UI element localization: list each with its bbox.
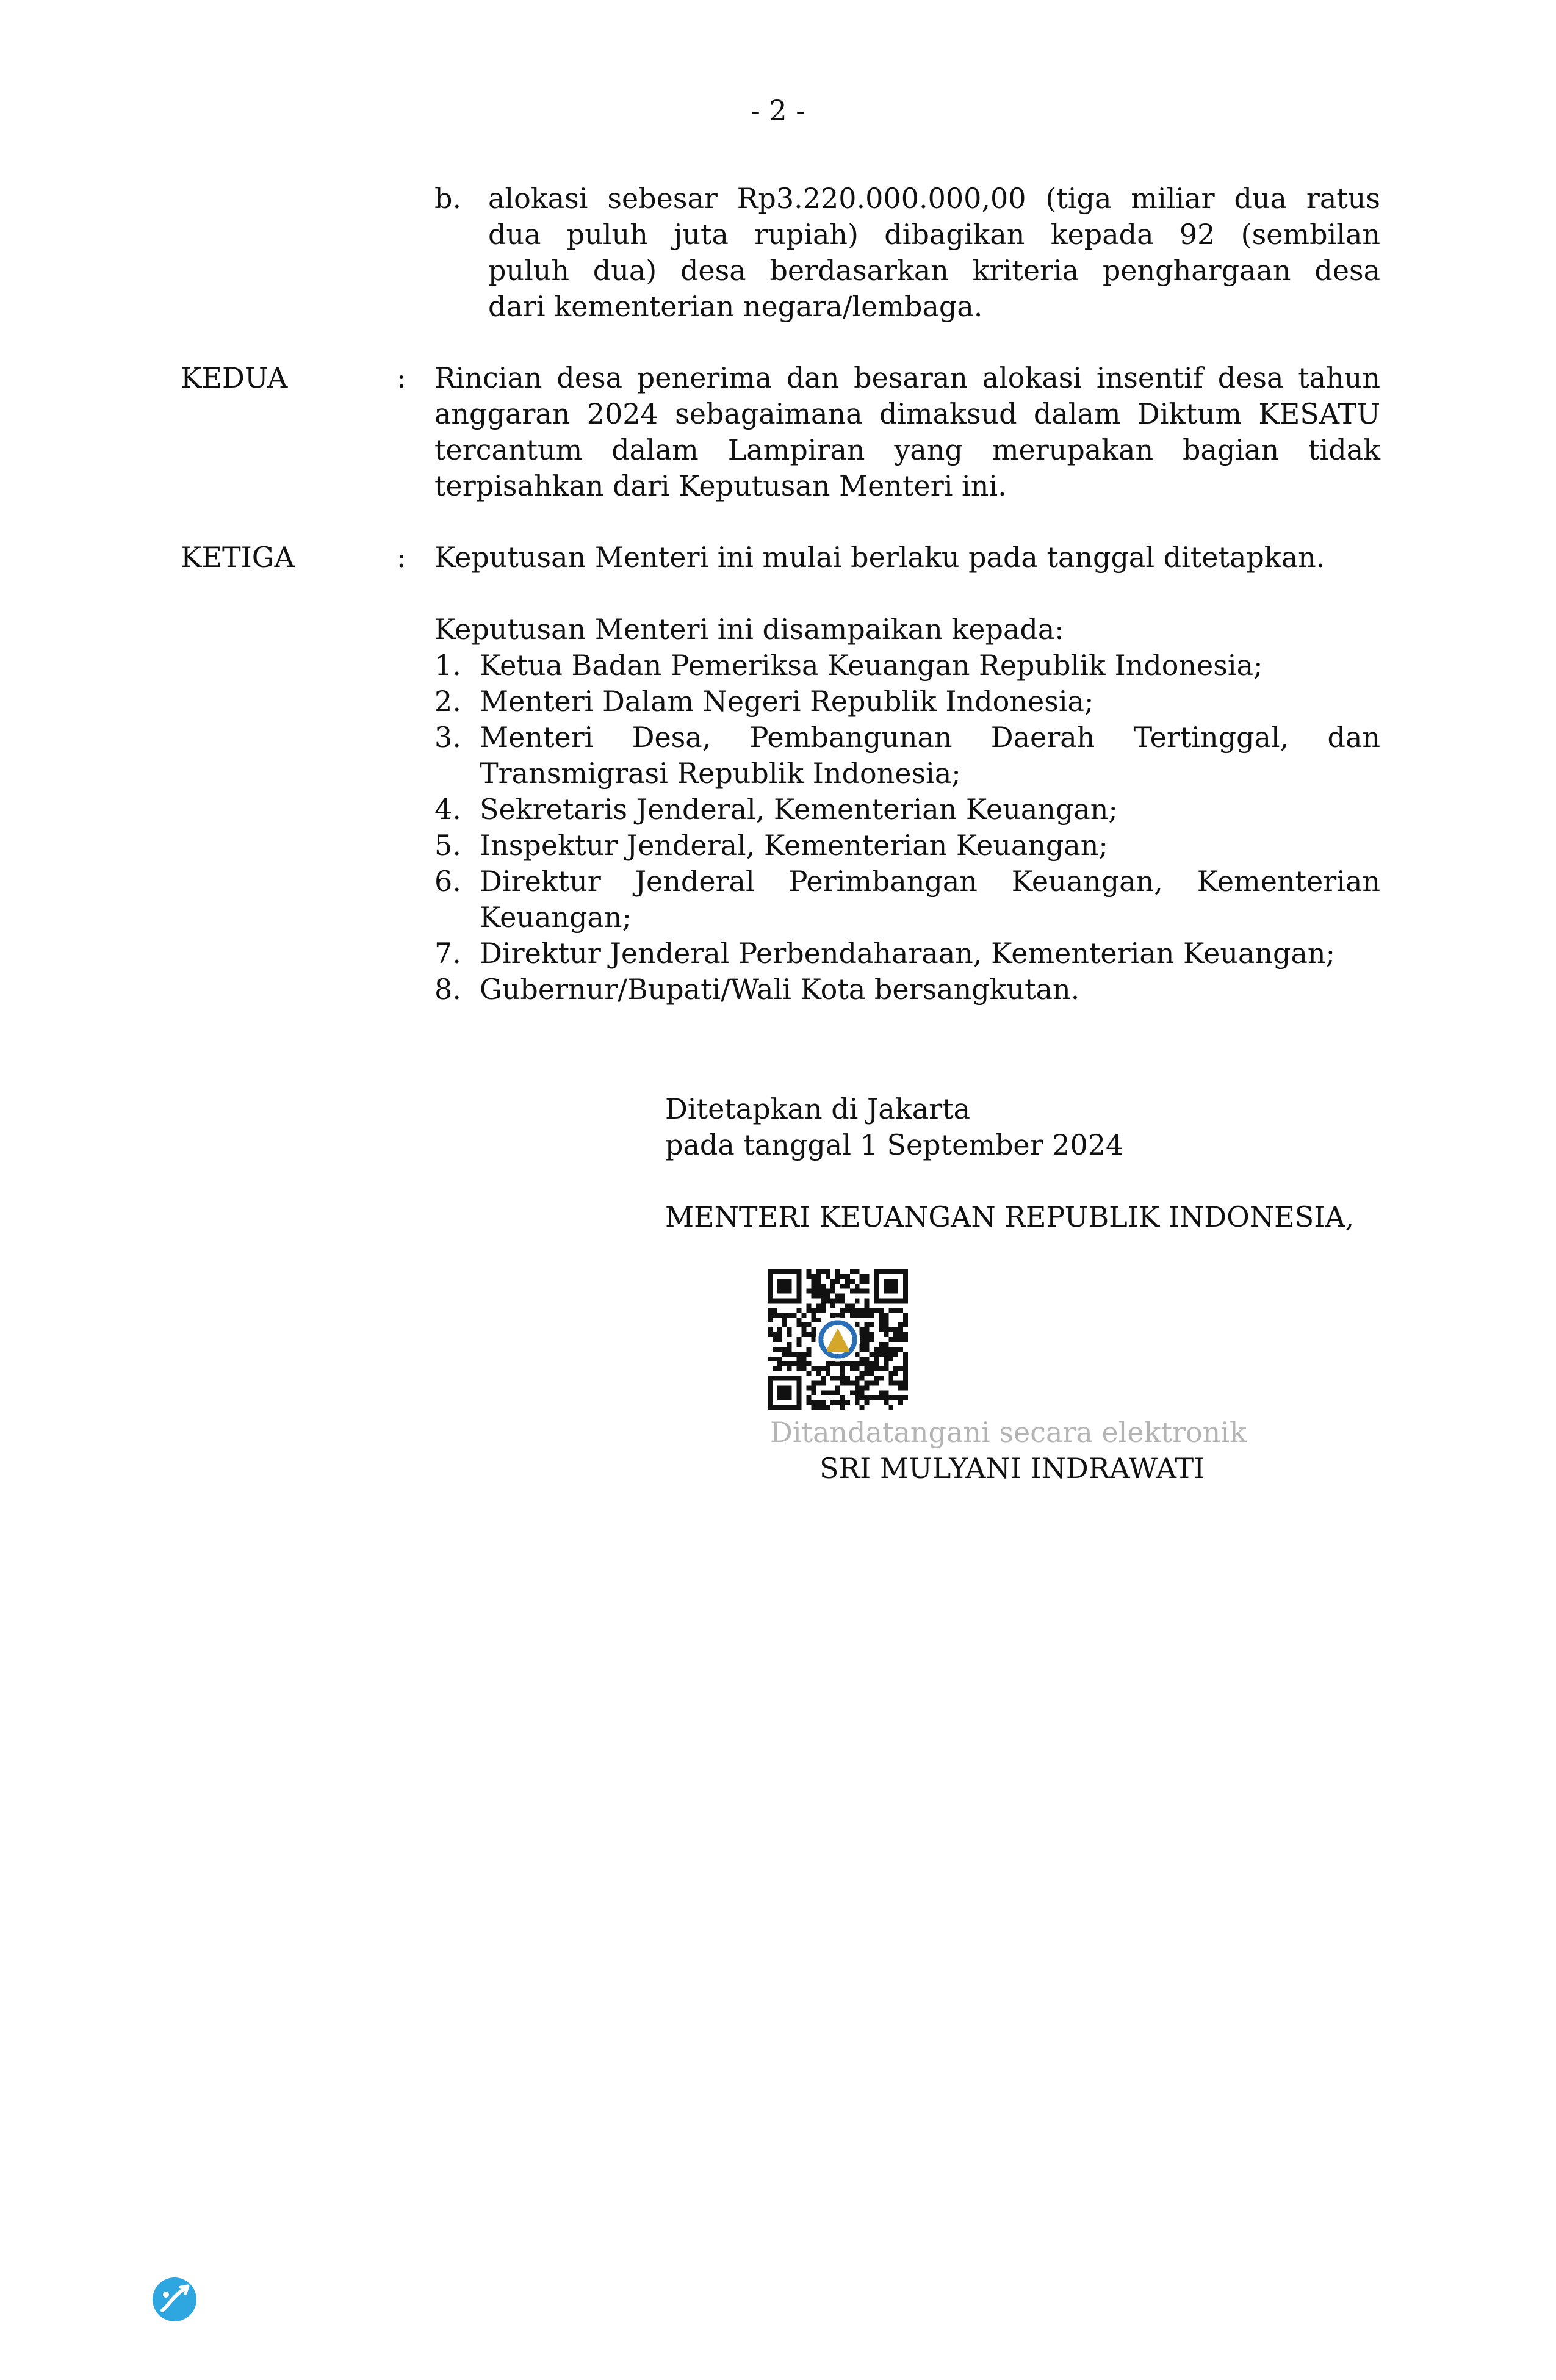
list-number: 7. [434, 937, 461, 970]
list-item-text: Ketua Badan Pemeriksa Keuangan Republik Indonesia; [480, 649, 1263, 682]
list-number: 5. [434, 829, 461, 862]
list-item-text: Inspektur Jenderal, Kementerian Keuangan; [480, 829, 1108, 862]
list-item-text [480, 864, 1380, 936]
list-item [434, 828, 1380, 864]
electronic-signature-note: Ditandatangani secara elektronik [770, 1416, 1247, 1449]
paragraph-line: dari kementerian negara/lembaga. [488, 290, 983, 323]
diktum-label-kedua: KEDUA [181, 361, 288, 394]
list-number: 6. [434, 865, 461, 898]
distribution-intro: Keputusan Menteri ini disampaikan kepada: [434, 613, 1064, 646]
list-item [434, 647, 1380, 683]
list-item [434, 864, 1380, 936]
list-number: 3. [434, 721, 461, 754]
list-item-text: Direktur Jenderal Perbendaharaan, Kementerian Keuangan; [480, 937, 1336, 970]
kemenkeu-emblem-icon [816, 1318, 860, 1362]
diktum-colon: : [397, 361, 406, 394]
list-item-line: Keuangan; [480, 901, 632, 934]
paragraph-line: alokasi sebesar Rp3.220.000.000,00 (tiga miliar dua ratus [488, 182, 1380, 215]
list-item-text [480, 719, 1380, 792]
qr-code-icon [768, 1269, 908, 1410]
list-item [434, 972, 1380, 1008]
list-item [434, 792, 1380, 828]
list-item-line: Menteri Desa, Pembangunan Daerah Tertinggal, dan [480, 721, 1380, 754]
paragraph-line: dua puluh juta rupiah) dibagikan kepada 92 (sembilan [488, 218, 1380, 251]
distribution-list [434, 647, 1380, 1008]
signing-date: pada tanggal 1 September 2024 [665, 1128, 1124, 1161]
diktum-ketiga-text: Keputusan Menteri ini mulai berlaku pada tanggal ditetapkan. [434, 541, 1325, 574]
list-number: 4. [434, 793, 461, 826]
list-number: 2. [434, 685, 461, 718]
paragraph-line: puluh dua) desa berdasarkan kriteria penghargaan desa [488, 254, 1380, 287]
paragraph-line: terpisahkan dari Keputusan Menteri ini. [434, 469, 1007, 502]
list-item [434, 936, 1380, 972]
list-number: 8. [434, 973, 461, 1006]
item-b-paragraph [488, 181, 1380, 325]
paragraph-line: Rincian desa penerima dan besaran alokasi insentif desa tahun [434, 361, 1380, 394]
list-item-text: Menteri Dalam Negeri Republik Indonesia; [480, 685, 1094, 718]
paragraph-line: anggaran 2024 sebagaimana dimaksud dalam Diktum KESATU [434, 397, 1380, 430]
bsre-signature-logo-icon [151, 2276, 198, 2323]
paragraph-line: tercantum dalam Lampiran yang merupakan bagian tidak [434, 433, 1380, 466]
list-item-line: Transmigrasi Republik Indonesia; [480, 757, 961, 790]
list-marker-b: b. [434, 182, 462, 215]
diktum-label-ketiga: KETIGA [181, 541, 295, 574]
signer-title: MENTERI KEUANGAN REPUBLIK INDONESIA, [665, 1200, 1355, 1233]
signing-place: Ditetapkan di Jakarta [665, 1092, 971, 1125]
diktum-kedua-paragraph [434, 360, 1380, 504]
list-item-text: Sekretaris Jenderal, Kementerian Keuangan; [480, 793, 1118, 826]
diktum-colon: : [397, 541, 406, 574]
list-item-line: Direktur Jenderal Perimbangan Keuangan, Kementerian [480, 865, 1380, 898]
signer-name: SRI MULYANI INDRAWATI [819, 1452, 1205, 1485]
list-item [434, 719, 1380, 792]
list-number: 1. [434, 649, 461, 682]
list-item [434, 683, 1380, 719]
list-item-text: Gubernur/Bupati/Wali Kota bersangkutan. [480, 973, 1080, 1006]
page-number: - 2 - [751, 94, 805, 127]
